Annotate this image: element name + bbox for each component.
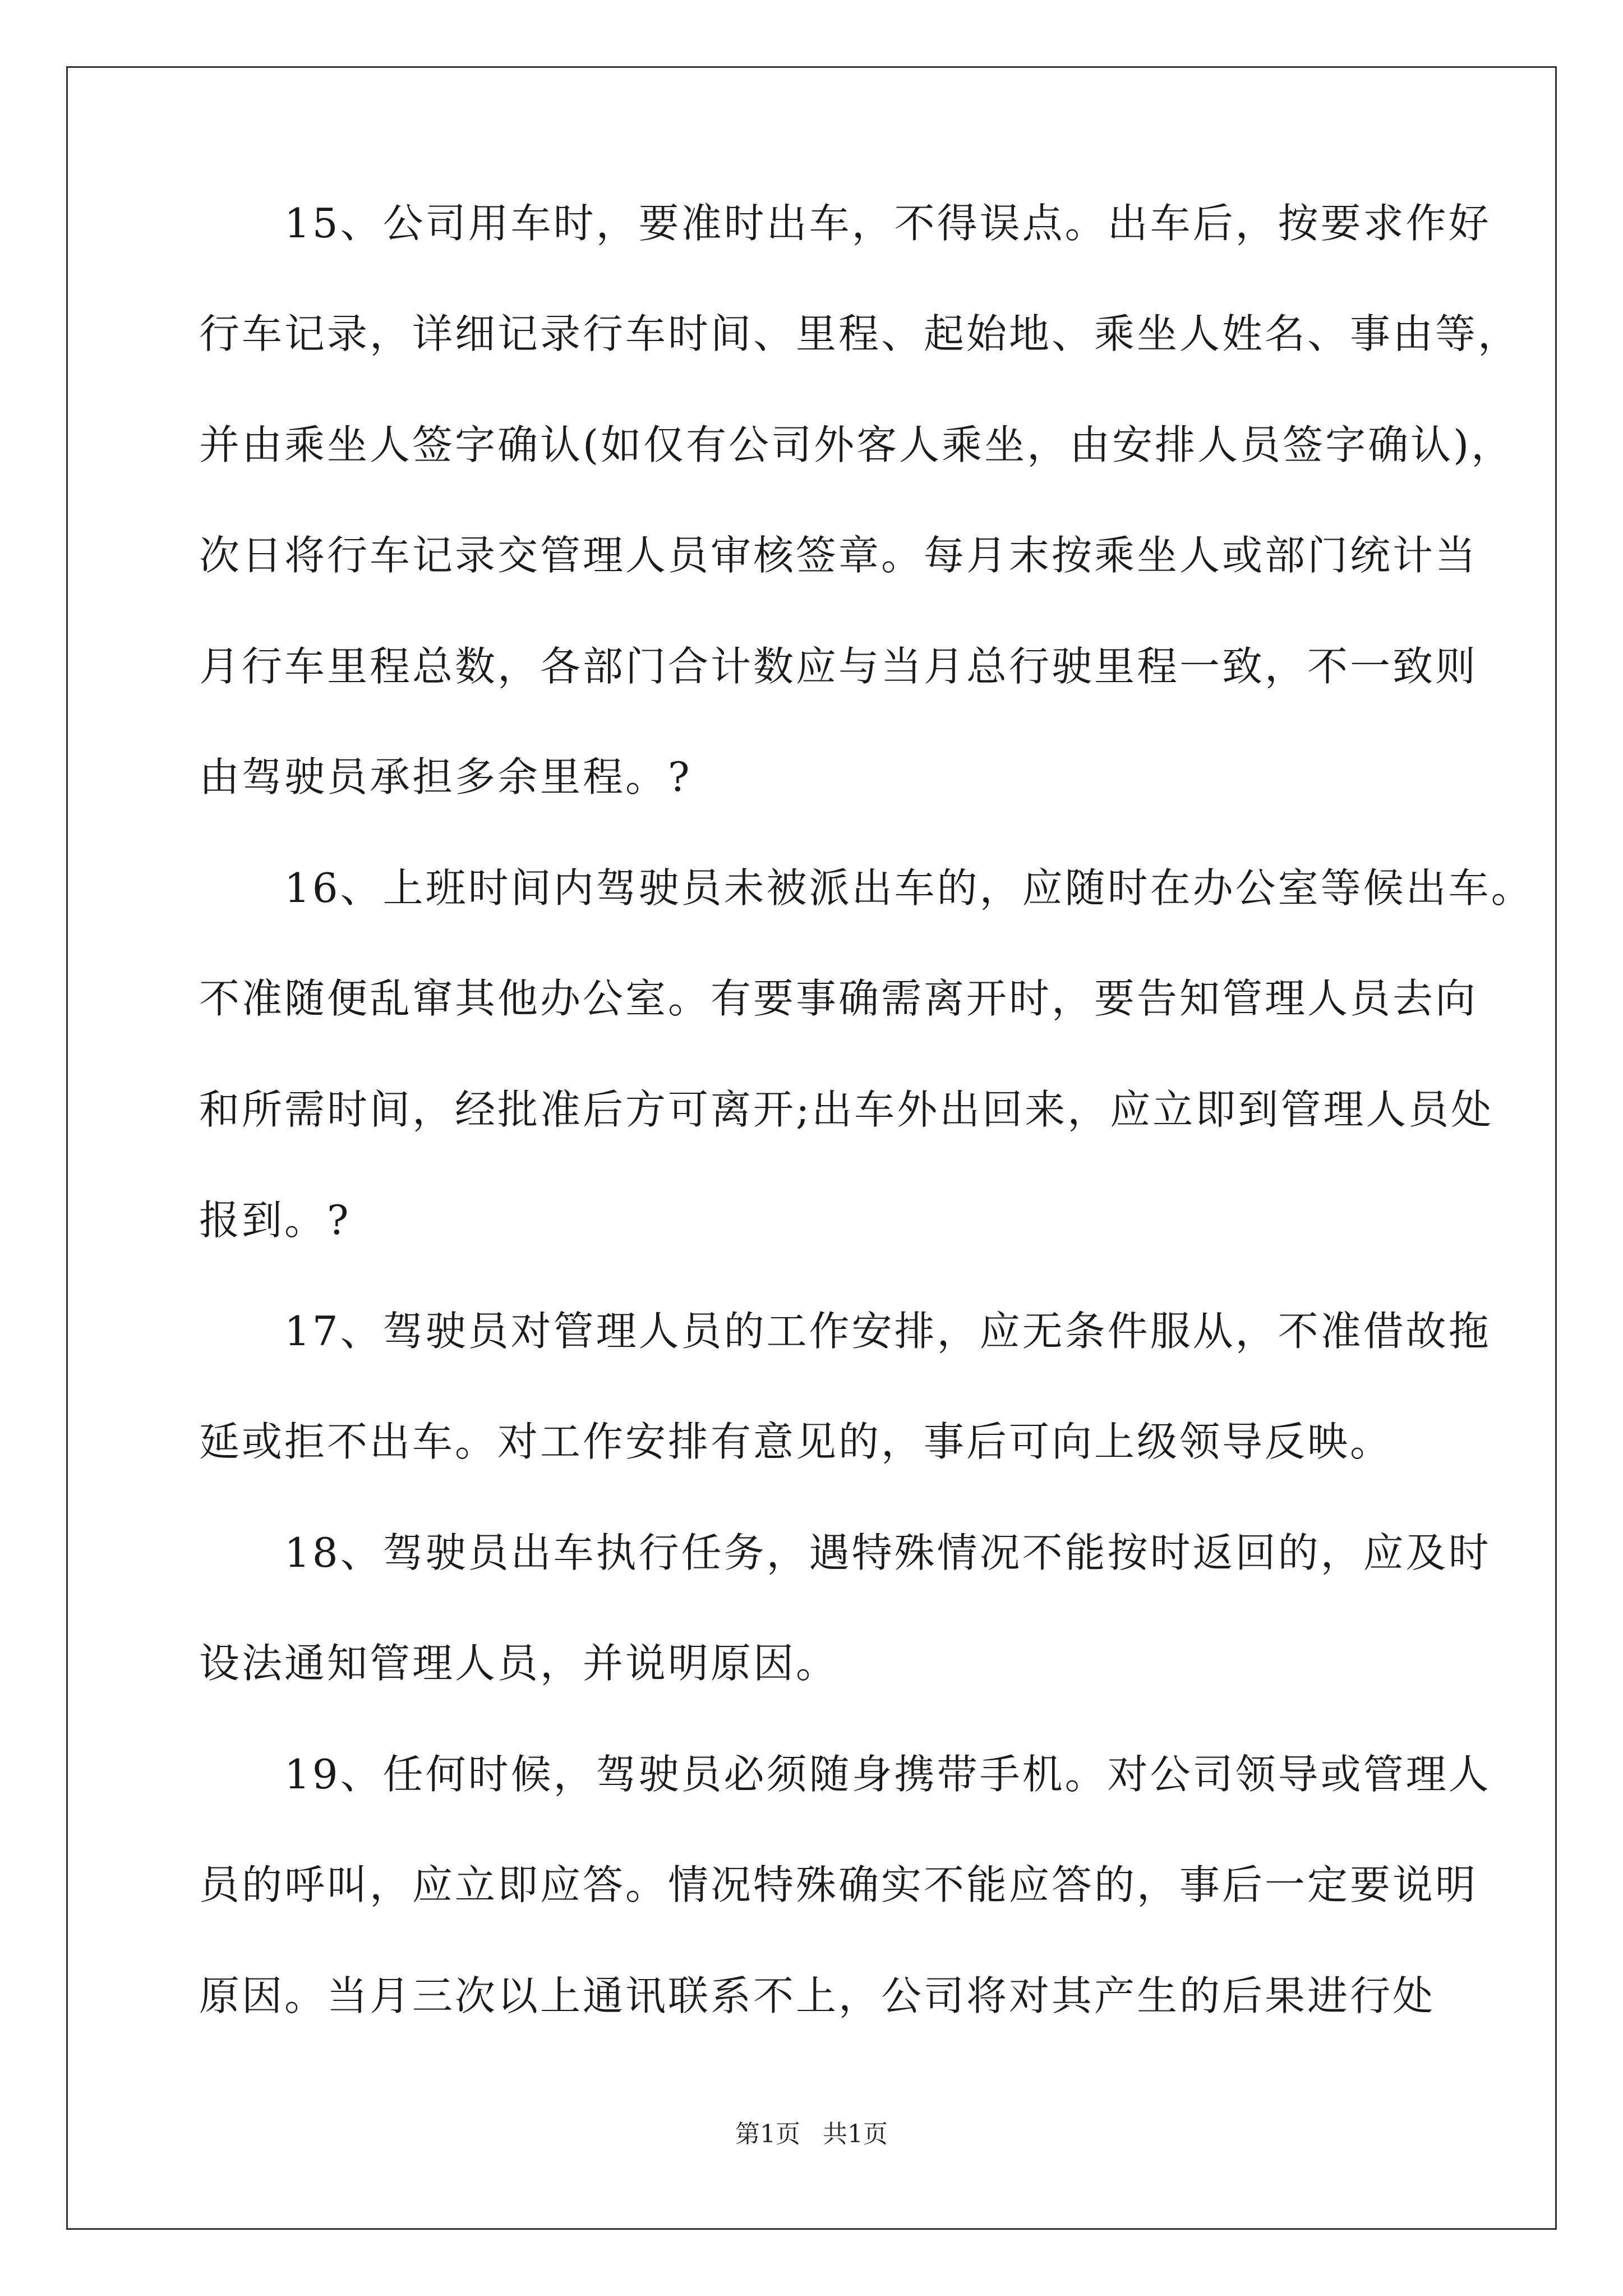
text-line: 行车记录，详细记录行车时间、里程、起始地、乘坐人姓名、事由等， xyxy=(199,310,1521,357)
text-line: 原因。当月三次以上通讯联系不上，公司将对其产生的后果进行处 xyxy=(199,1972,1436,2019)
text-line: 16、上班时间内驾驶员未被派出车的，应随时在办公室等候出车。 xyxy=(199,864,1534,912)
page-total: 共1页 xyxy=(823,2120,888,2148)
text-line: 并由乘坐人签字确认(如仅有公司外客人乘坐，由安排人员签字确认)， xyxy=(199,421,1514,468)
text-line: 18、驾驶员出车执行任务，遇特殊情况不能按时返回的，应及时 xyxy=(199,1529,1491,1576)
text-line: 设法通知管理人员，并说明原因。 xyxy=(199,1640,839,1687)
text-line: 月行车里程总数，各部门合计数应与当月总行驶里程一致，不一致则 xyxy=(199,643,1478,690)
text-line: 由驾驶员承担多余里程。? xyxy=(199,753,692,800)
text-line: 次日将行车记录交管理人员审核签章。每月末按乘坐人或部门统计当 xyxy=(199,532,1478,579)
text-line: 员的呼叫，应立即应答。情况特殊确实不能应答的，事后一定要说明 xyxy=(199,1861,1478,1908)
text-line: 15、公司用车时，要准时出车，不得误点。出车后，按要求作好 xyxy=(199,200,1491,247)
text-line: 延或拒不出车。对工作安排有意见的，事后可向上级领导反映。 xyxy=(199,1418,1393,1465)
page-number: 第1页 xyxy=(735,2120,800,2148)
text-line: 19、任何时候，驾驶员必须随身携带手机。对公司领导或管理人 xyxy=(199,1751,1491,1798)
page-footer xyxy=(0,2118,1623,2151)
text-line: 报到。? xyxy=(199,1197,351,1244)
text-line: 不准随便乱窜其他办公室。有要事确需离开时，要告知管理人员去向 xyxy=(199,975,1478,1022)
text-line: 17、驾驶员对管理人员的工作安排，应无条件服从，不准借故拖 xyxy=(199,1308,1491,1355)
text-line: 和所需时间，经批准后方可离开;出车外出回来，应立即到管理人员处 xyxy=(199,1086,1494,1133)
